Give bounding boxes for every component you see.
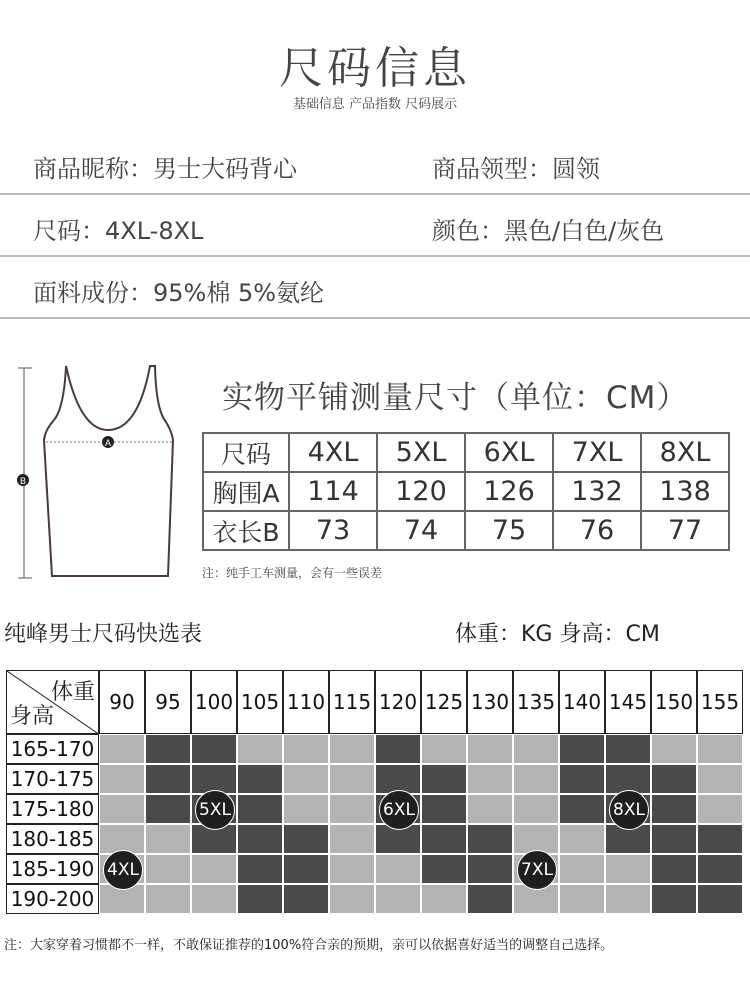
grid-cell [467,734,513,764]
grid-cell [329,854,375,884]
table-row [203,472,729,511]
weight-header-110: 110 [283,670,329,734]
size-badge-6xl: 6XL [379,790,419,830]
weight-header-100: 100 [191,670,237,734]
table-cell: 114 [289,472,377,511]
table-cell: 7XL [553,433,641,472]
table-cell: 138 [641,472,729,511]
weight-header-125: 125 [421,670,467,734]
grid-cell [697,764,743,794]
info-row-2 [0,195,750,257]
grid-cell [375,734,421,764]
grid-cell [559,764,605,794]
weight-header-140: 140 [559,670,605,734]
grid-cell [329,764,375,794]
weight-header-95: 95 [145,670,191,734]
grid-cell [237,884,283,914]
grid-cell [467,854,513,884]
size-range [33,211,203,246]
grid-cell [99,764,145,794]
grid-cell [375,884,421,914]
height-row-label: 175-180 [6,794,99,824]
table-cell: 6XL [465,433,553,472]
grid-cell [651,884,697,914]
grid-cell [513,794,559,824]
table-cell: 5XL [377,433,465,472]
table-row [203,433,729,472]
measurement-title: 实物平铺测量尺寸（单位：CM） [222,380,689,416]
table-cell: 75 [465,511,553,550]
grid-cell [605,854,651,884]
grid-cell [513,734,559,764]
table-cell: 胸围A [203,472,289,511]
grid-cell [283,824,329,854]
grid-cell [697,884,743,914]
height-row-label: 170-175 [6,764,99,794]
grid-cell [605,734,651,764]
grid-cell [329,884,375,914]
table-cell: 尺码 [203,433,289,472]
grid-cell [237,854,283,884]
table-row [203,511,729,550]
info-key: 商品昵称： [33,155,153,183]
weight-header-135: 135 [513,670,559,734]
height-row-label: 165-170 [6,734,99,764]
weight-header-115: 115 [329,670,375,734]
table-cell: 衣长B [203,511,289,550]
info-key: 颜色： [432,217,504,245]
grid-cell [145,854,191,884]
grid-cell [651,794,697,824]
grid-cell [421,854,467,884]
grid-cell [559,824,605,854]
table-cell: 132 [553,472,641,511]
grid-cell [283,884,329,914]
grid-cell [559,854,605,884]
grid-cell [651,764,697,794]
grid-corner [6,670,99,734]
size-badge-7xl: 7XL [517,850,557,890]
collar-type [432,149,600,184]
grid-cell [191,734,237,764]
info-key: 面料成份： [33,279,153,307]
label-b: B [19,476,27,486]
grid-cell [467,794,513,824]
grid-cell [559,734,605,764]
info-value: 4XL-8XL [105,217,204,245]
info-row-1 [0,133,750,195]
grid-cell [651,824,697,854]
info-row-3 [0,257,750,319]
grid-cell [283,734,329,764]
size-badge-5xl: 5XL [195,790,235,830]
grid-cell [697,854,743,884]
grid-cell [191,854,237,884]
weight-header-120: 120 [375,670,421,734]
grid-cell [651,854,697,884]
grid-cell [421,764,467,794]
info-value: 95%棉 5%氨纶 [153,279,325,307]
grid-cell [697,794,743,824]
grid-cell [237,764,283,794]
quick-chart-unit: 体重：KG 身高：CM [455,622,660,647]
weight-header-155: 155 [697,670,743,734]
footer-note: 注：大家穿着习惯都不一样，不敢保证推荐的100%符合亲的预期，亲可以依据喜好适当的调整自己选择。 [4,938,614,953]
grid-cell [145,884,191,914]
page-title: 尺码信息 [279,43,471,94]
grid-cell [99,794,145,824]
table-cell: 120 [377,472,465,511]
weight-header-105: 105 [237,670,283,734]
weight-header-90: 90 [99,670,145,734]
weight-header-150: 150 [651,670,697,734]
corner-height-label: 身高 [10,704,55,729]
info-key: 商品领型： [432,155,552,183]
grid-cell [513,764,559,794]
grid-cell [283,764,329,794]
grid-cell [145,764,191,794]
table-cell: 76 [553,511,641,550]
page-subtitle: 基础信息 产品指数 尺码展示 [292,97,458,112]
grid-cell [605,884,651,914]
size-badge-8xl: 8XL [609,790,649,830]
grid-cell [283,854,329,884]
table-cell: 74 [377,511,465,550]
grid-cell [237,824,283,854]
grid-cell [375,854,421,884]
grid-cell [145,794,191,824]
grid-cell [559,794,605,824]
quick-chart-title: 纯峰男士尺码快选表 [4,622,203,647]
grid-cell [467,884,513,914]
label-a: A [104,438,112,448]
grid-cell [329,794,375,824]
grid-cell [421,884,467,914]
info-value: 黑色/白色/灰色 [504,217,665,245]
colors [432,211,664,246]
measurement-table [202,432,730,551]
grid-cell [237,734,283,764]
grid-cell [421,794,467,824]
vest-diagram [10,360,190,586]
size-badge-4xl: 4XL [103,850,143,890]
grid-cell [467,824,513,854]
height-row-label: 190-200 [6,884,99,914]
grid-cell [697,734,743,764]
weight-header-145: 145 [605,670,651,734]
table-cell: 77 [641,511,729,550]
fabric [33,273,324,308]
corner-weight-label: 体重 [50,680,95,705]
height-row-label: 180-185 [6,824,99,854]
grid-cell [329,824,375,854]
grid-cell [283,794,329,824]
grid-cell [191,884,237,914]
weight-header-130: 130 [467,670,513,734]
grid-cell [237,794,283,824]
measurement-note: 注：纯手工车测量，会有一些误差 [202,566,383,580]
grid-cell [145,734,191,764]
grid-cell [467,764,513,794]
grid-cell [99,734,145,764]
info-value: 男士大码背心 [153,155,297,183]
divider [0,317,750,319]
height-row-label: 185-190 [6,854,99,884]
grid-cell [651,734,697,764]
table-cell: 8XL [641,433,729,472]
grid-cell [559,884,605,914]
table-cell: 73 [289,511,377,550]
grid-cell [145,824,191,854]
grid-cell [421,734,467,764]
grid-cell [421,824,467,854]
info-value: 圆领 [552,155,600,183]
table-cell: 4XL [289,433,377,472]
info-key: 尺码： [33,217,105,245]
table-cell: 126 [465,472,553,511]
product-name [33,149,297,184]
grid-cell [697,824,743,854]
grid-cell [329,734,375,764]
